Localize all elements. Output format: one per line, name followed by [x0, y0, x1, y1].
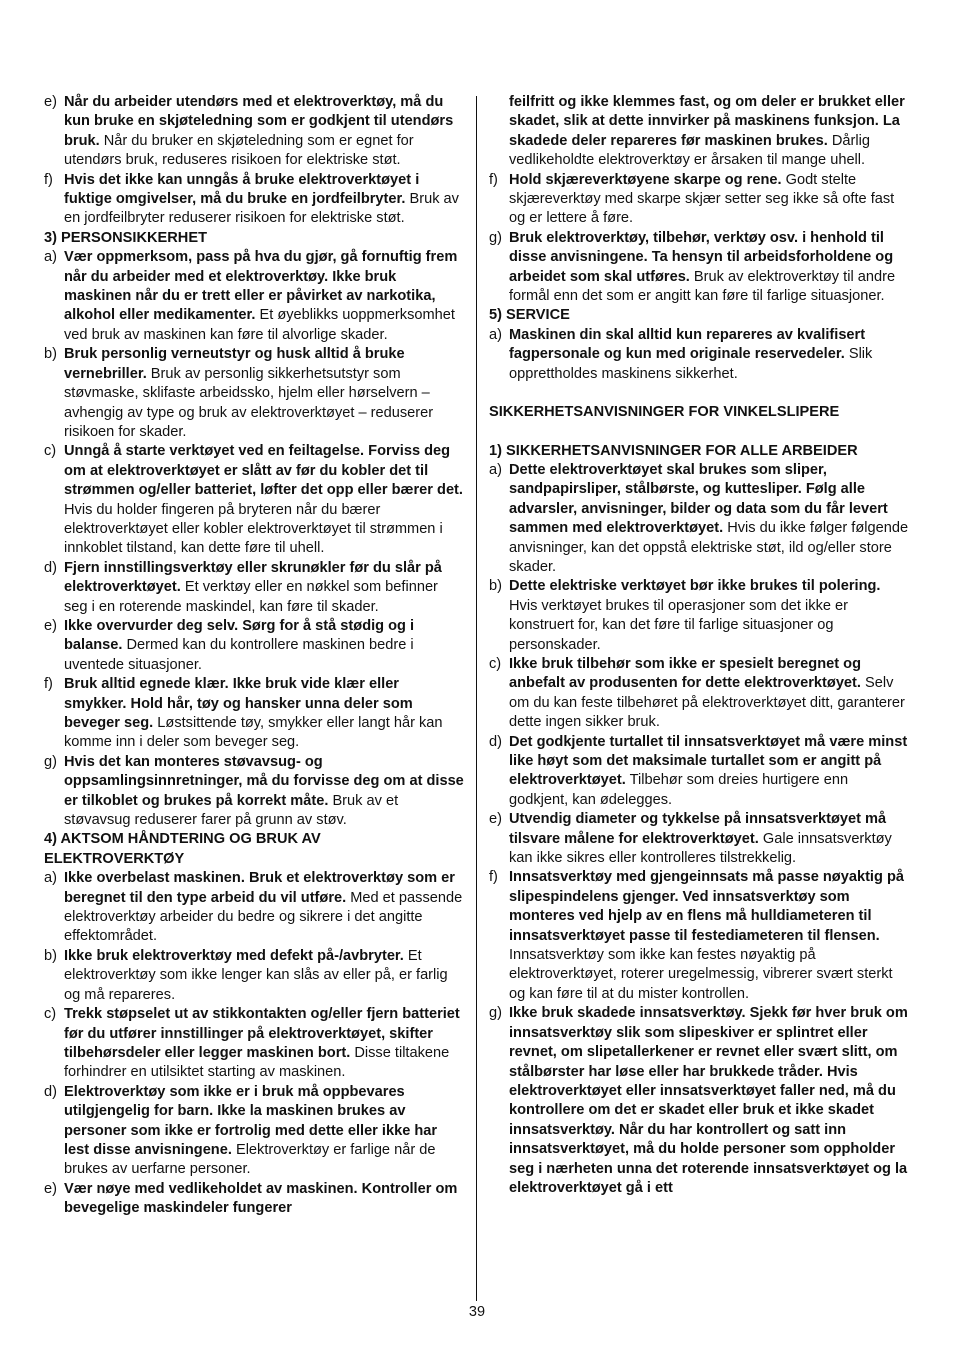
item-normal-text: Hvis verktøyet brukes til operasjoner som det ikke er konstruert for, kan det føre til farlige situasjoner og personskader. [509, 597, 849, 653]
item-label: b) [44, 346, 57, 363]
item-label: e) [44, 94, 57, 110]
list-item [44, 345, 464, 442]
item-bold-text: Utvendig diameter og tykkelse på innsatsverktøyet må tilsvare målene for elektroverktøyet. [509, 811, 887, 847]
item-text [64, 1180, 464, 1219]
item-bold-text: Det godkjente turtallet til innsatsverktøyet må være minst like høyt som det maksimale turtallet som er angitt på elektroverktøyet. [509, 733, 908, 789]
item-normal-text: Disse tiltakene forhindrer en utilsiktet starting av maskinen. [64, 1044, 450, 1081]
item-bold-text: Innsatsverktøy med gjengeinnsats må passe nøyaktig på slipespindelens gjenger. Ved innsatsverktøy som monteres ved hjelp av en flens må hulldiameteren til innsatsverktøyet passe til festediameteren til flensen. [509, 869, 904, 944]
item-normal-text: Et øyeblikks uoppmerksomhet ved bruk av maskinen kan føre til alvorlige skader. [64, 307, 455, 343]
spacer [489, 423, 911, 442]
item-bold-text: Elektroverktøy som ikke er i bruk må oppbevares utilgjengelig for barn. Ikke la maskinen brukes av personer som ikke er fortrolig med dette eller ikke har lest disse anvisningene. [64, 1083, 438, 1158]
item-text [509, 868, 911, 1004]
item-bold-text: Trekk støpselet ut av stikkontakten og/eller fjern batteriet før du utfører innstillinger på elektroverktøyet, skifter tilbehørsdeler eller legger maskinen bort. [64, 1006, 460, 1061]
item-text [64, 753, 464, 831]
item-bold-text: Hvis det kan monteres støvavsug- og oppsamlingsinnretninger, må du forvisse deg om at disse er tilkoblet og brukes på korrekt måte. [64, 753, 464, 809]
item-label: b) [489, 578, 502, 595]
item-normal-text: Dermed kan du kontrollere maskinen bedre i uventede situasjoner. [64, 637, 414, 673]
list-item [44, 1005, 464, 1083]
list-item [44, 1180, 464, 1219]
item-label: a) [44, 870, 57, 887]
item-text [509, 93, 911, 171]
item-bold-text: Bruk alltid egnede klær. Ikke bruk vide klær eller smykker. Hold hår, tøy og hansker unna deler som beveger seg. [64, 676, 413, 731]
section-heading: 1) SIKKERHETSANVISNINGER FOR ALLE ARBEIDER [489, 442, 858, 459]
item-text [64, 171, 464, 229]
list-item [489, 1004, 911, 1198]
item-bold-text: Når du arbeider utendørs med et elektroverktøy, må du kun bruke en skjøteledning som er godkjent til utendørs bruk. [64, 94, 454, 149]
section-heading: 3) PERSONSIKKERHET [44, 229, 207, 246]
item-text [64, 248, 464, 345]
item-bold-text: feilfritt og ikke klemmes fast, og om deler er brukket eller skadet, slik at dette innvirker på maskinens funksjon. La skadede deler repareres før maskinen brukes. [509, 94, 905, 149]
list-item [489, 171, 911, 229]
item-label: f) [489, 869, 498, 886]
item-text [64, 93, 464, 171]
item-bold-text: Bruk personlig verneutstyr og husk alltid å bruke vernebriller. [64, 346, 405, 382]
item-normal-text: Godt stelte skjæreverktøy med skarpe skjær setter seg ikke så ofte fast og er lettere å føre. [509, 171, 895, 227]
item-label: b) [44, 947, 57, 964]
item-normal-text: Bruk av personlig sikkerhetsutstyr som støvmaske, sklifaste arbeidssko, hjelm eller hørselvern – avhengig av type og bruk av elektroverktøyet – reduserer risikoen for skader. [64, 365, 434, 440]
item-bold-text: Ikke overvurder deg selv. Sørg for å stå stødig og i balanse. [64, 617, 415, 654]
column-divider [476, 96, 477, 1301]
section-heading: 4) AKTSOM HÅNDTERING OG BRUK AV ELEKTROVERKTØY [44, 831, 321, 867]
item-normal-text: Et verktøy eller en nøkkel som befinner seg i en roterende maskindel, kan føre til skader. [64, 579, 438, 615]
page-number: 39 [468, 1304, 486, 1320]
item-label: d) [44, 1083, 57, 1100]
item-bold-text: Ikke bruk skadede innsatsverktøy. Sjekk før hver bruk om innsatsverktøy slik som slipeskiver er splintret eller revnet, om slipetallerkener er revnet eller svært slitt, om stålbørster har løse eller har brukkede tråder. Hvis elektroverktøyet eller innsatsverktøyet faller ned, må du kontrollere om det er skadet eller bruk et ikke skadet innsatsverktøy. Når du har kontrollert og satt inn innsatsverktøyet, må du holde personer som oppholder seg i nærheten unna det roterende innsatsverktøyet og la elektroverktøyet gå i ett [509, 1005, 908, 1196]
item-text [509, 810, 911, 868]
item-label: e) [44, 1180, 57, 1197]
list-item [44, 93, 464, 171]
item-normal-text: Selv om du kan feste tilbehøret på elektroverktøyet ditt, garanterer dette ingen sikker bruk. [509, 675, 905, 731]
item-bold-text: Hvis det ikke kan unngås å bruke elektroverktøyet i fuktige omgivelser, må du bruke en jordfeilbryter. [64, 171, 420, 208]
item-text [509, 655, 911, 733]
list-item [44, 675, 464, 753]
item-bold-text: Vær nøye med vedlikeholdet av maskinen. Kontroller om bevegelige maskindeler fungerer [64, 1180, 458, 1217]
item-normal-text: Tilbehør som dreies hurtigere enn godkjent, kan ødelegges. [509, 772, 849, 808]
item-bold-text: Ikke overbelast maskinen. Bruk et elektroverktøy som er beregnet til den type arbeid du vil utføre. [64, 870, 455, 906]
item-label: f) [44, 171, 53, 188]
item-text [509, 229, 911, 307]
item-bold-text: Unngå å starte verktøyet ved en feiltagelse. Forviss deg om at elektroverktøyet er slått av før du kobler det til strømmen og/eller batteriet, løfter det opp eller bærer det. [64, 443, 463, 499]
list-item [44, 171, 464, 229]
item-normal-text: Hvis du ikke følger følgende anvisninger, kan det oppstå elektriske støt, ild og/eller store skader. [509, 520, 909, 575]
item-text [64, 869, 464, 947]
item-text [64, 559, 464, 617]
list-item [489, 733, 911, 811]
item-text [64, 442, 464, 558]
item-label: g) [44, 753, 57, 770]
list-item [489, 655, 911, 733]
item-label: c) [44, 1006, 57, 1023]
item-normal-text: Slik opprettholdes maskinens sikkerhet. [509, 346, 873, 382]
item-bold-text: Dette elektroverktøyet skal brukes som sliper, sandpapirsliper, stålbørste, og kuttesliper. Følg alle advarsler, anvisninger, bilder og data som du får levert sammen med elektroverktøyet. [509, 461, 888, 537]
item-bold-text: Ikke bruk tilbehør som ikke er spesielt beregnet og anbefalt av produsenten for dette elektroverktøyet. [509, 655, 861, 692]
spacer [489, 384, 911, 403]
item-normal-text: Hvis du holder fingeren på bryteren når du bærer elektroverktøyet eller kobler elektroverktøyet til strømmen i innkoblet tilstand, kan dette føre til uhell. [64, 501, 443, 557]
item-text [64, 1083, 464, 1180]
item-label: g) [489, 1005, 502, 1022]
item-bold-text: Vær oppmerksom, pass på hva du gjør, gå fornuftig frem når du arbeider med et elektroverktøy. Ikke bruk maskinen når du er trett eller er påvirket av narkotika, alkohol eller medikamenter. [64, 249, 458, 324]
list-item [489, 326, 911, 384]
item-label: a) [489, 326, 502, 343]
list-item [44, 869, 464, 947]
item-label: e) [44, 617, 57, 634]
item-label: c) [489, 655, 502, 672]
item-bold-text: Maskinen din skal alltid kun repareres av kvalifisert fagpersonale og kun med originale reservedeler. [509, 326, 866, 363]
list-item [489, 461, 911, 577]
item-normal-text: Løstsittende tøy, smykker eller langt hår kan komme inn i deler som beveger seg. [64, 715, 443, 751]
list-item [489, 93, 911, 171]
item-text [509, 461, 911, 577]
list-item [44, 947, 464, 1005]
list-item [44, 753, 464, 831]
item-normal-text: Elektroverktøy er farlige når de brukes av uerfarne personer. [64, 1141, 436, 1178]
item-label: e) [489, 811, 502, 828]
item-normal-text: Med et passende elektroverktøy arbeider du bedre og sikrere i det angitte effektområdet. [64, 889, 463, 945]
item-label: f) [489, 171, 498, 188]
item-normal-text: Gale innsatsverktøy kan ikke sikres eller kontrolleres tilstrekkelig. [509, 830, 892, 867]
item-bold-text: Hold skjæreverktøyene skarpe og rene. [509, 171, 782, 188]
item-text [509, 171, 911, 229]
list-item [44, 248, 464, 345]
list-item [489, 229, 911, 307]
item-bold-text: Ikke bruk elektroverktøy med defekt på-/avbryter. [64, 947, 404, 964]
item-label: a) [44, 249, 57, 266]
list-item [44, 442, 464, 558]
item-normal-text: Bruk av elektroverktøy til andre formål enn det som er angitt kan føre til farlige situasjoner. [509, 268, 896, 305]
item-text [64, 1005, 464, 1083]
item-text [509, 577, 911, 655]
item-text [64, 345, 464, 442]
item-text [64, 947, 464, 1005]
section-heading: 5) SERVICE [489, 307, 570, 324]
list-item [489, 577, 911, 655]
item-normal-text: Innsatsverktøy som ikke kan festes nøyaktig på elektroverktøyet, roterer uregelmessig, vibrerer svært sterkt og kan føre til at du mister kontrollen. [509, 947, 893, 1002]
item-label: g) [489, 229, 502, 246]
item-normal-text: Bruk av en jordfeilbryter reduserer risikoen for elektriske støt. [64, 191, 459, 227]
item-normal-text: Dårlig vedlikeholdte elektroverktøy er årsaken til mange uhell. [509, 132, 870, 169]
list-item [489, 810, 911, 868]
list-item [44, 1083, 464, 1180]
section-title: SIKKERHETSANVISNINGER FOR VINKELSLIPERE [489, 404, 840, 421]
item-label: f) [44, 676, 53, 693]
list-item [44, 617, 464, 675]
item-label: a) [489, 461, 502, 478]
item-text [509, 326, 911, 384]
item-normal-text: Når du bruker en skjøteledning som er egnet for utendørs bruk, reduseres risikoen for elektriske støt. [64, 132, 414, 169]
list-item [489, 868, 911, 1004]
right-column [489, 93, 911, 1198]
item-label: c) [44, 443, 57, 460]
item-bold-text: Dette elektriske verktøyet bør ikke brukes til polering. [509, 578, 881, 595]
item-bold-text: Fjern innstillingsverktøy eller skrunøkler før du slår på elektroverktøyet. [64, 559, 442, 596]
item-normal-text: Et elektroverktøy som ikke lenger kan slås av eller på, er farlig og må repareres. [64, 947, 448, 1003]
item-text [509, 733, 911, 811]
left-column [44, 93, 464, 1219]
item-bold-text: Bruk elektroverktøy, tilbehør, verktøy osv. i henhold til disse anvisningene. Ta hensyn til arbeidsforholdene og arbeidet som skal utføres. [509, 229, 894, 285]
item-label: d) [489, 733, 502, 750]
item-text [509, 1004, 911, 1198]
item-normal-text: Bruk av et støvavsug reduserer farer på grunn av støv. [64, 792, 399, 829]
item-label: d) [44, 559, 57, 576]
item-text [64, 675, 464, 753]
item-text [64, 617, 464, 675]
list-item [44, 559, 464, 617]
